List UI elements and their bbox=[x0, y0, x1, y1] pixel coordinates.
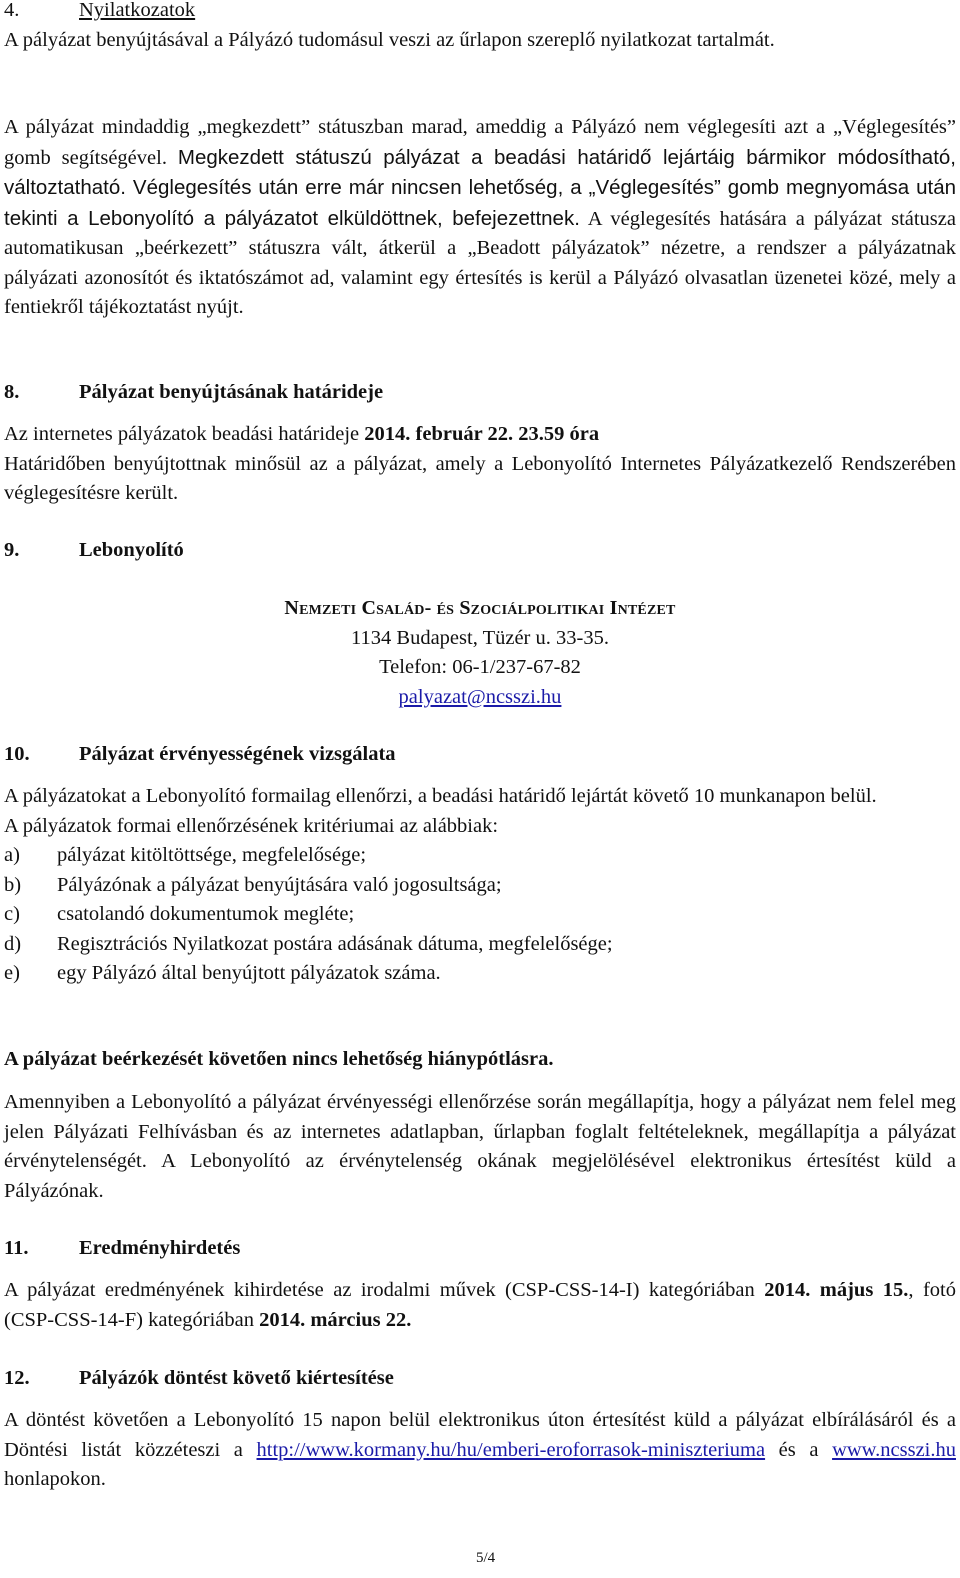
kormany-link[interactable]: http://www.kormany.hu/hu/emberi-eroforrasok-miniszteriuma bbox=[256, 1438, 766, 1461]
section-4-p2-part-c: A véglegesítés hatására a pályázat státusza automatikusan „beérkezett” státuszra vált, átkerül a „Beadott pályázatok” nézetre, a rendszer a pályázatnak pályázati azonosítót és iktatószámot ad, valamint egy értesítés is kerül a Pályázó olvasatlan üzenetei közé, mely a fentiekről tájékoztatást nyújt. bbox=[4, 207, 956, 318]
list-marker: c) bbox=[4, 903, 20, 925]
list-marker: a) bbox=[4, 844, 20, 866]
section-8-paragraph-2: Határidőben benyújtottnak minősül az a pályázat, amely a Lebonyolító Internetes Pályázatkezelő Rendszerében véglegesítésre került. bbox=[4, 452, 956, 504]
results-text-1: A pályázat eredményének kihirdetése az irodalmi művek (CSP-CSS-14-I) kategóriában bbox=[4, 1279, 765, 1301]
list-text: egy Pályázó által benyújtott pályázatok száma. bbox=[57, 962, 441, 984]
section-10-paragraph-3 bbox=[4, 1088, 956, 1206]
section-11-body bbox=[4, 1276, 956, 1335]
notification-paragraph bbox=[4, 1406, 956, 1495]
page-number: 5/4 bbox=[476, 1550, 496, 1566]
list-marker: b) bbox=[4, 873, 22, 896]
organizer-name: Nemzeti Család- és Szociálpolitikai Intézet bbox=[284, 597, 676, 619]
list-item bbox=[4, 930, 956, 960]
section-9-number: 9. bbox=[4, 539, 20, 561]
section-4-p2-part-b: Megkezdett státuszú pályázat a beadási határidő lejártáig bármikor módosítható, változtatható. Véglegesítés után erre már nincsen lehetőség, a „Véglegesítés” gomb megnyomása után tekinti a Lebonyolító a pályázatot elküldöttnek, befejezettnek. bbox=[4, 145, 957, 230]
section-4-paragraph-2 bbox=[4, 113, 956, 323]
list-item bbox=[4, 871, 956, 901]
notification-text-3: honlapokon. bbox=[4, 1468, 106, 1490]
section-8-body bbox=[4, 420, 956, 509]
section-11-number: 11. bbox=[4, 1237, 29, 1259]
section-12-body bbox=[4, 1406, 956, 1495]
section-10-number: 10. bbox=[4, 743, 30, 765]
section-4-number: 4. bbox=[4, 0, 20, 21]
organizer-contact bbox=[4, 594, 956, 712]
section-8-deadline-line bbox=[4, 420, 956, 450]
section-8-title: Pályázat benyújtásának határideje bbox=[79, 381, 384, 403]
organizer-email-link[interactable]: palyazat@ncsszi.hu bbox=[398, 685, 562, 708]
section-10-heading bbox=[4, 740, 956, 770]
section-12-heading bbox=[4, 1364, 956, 1394]
list-item bbox=[4, 900, 956, 930]
section-10-paragraph-2: A pályázatok formai ellenőrzésének kritériumai az alábbiak: bbox=[4, 814, 499, 837]
section-10-title: Pályázat érvényességének vizsgálata bbox=[79, 743, 396, 765]
results-text-2: , fotó (CSP-CSS-14-F) kategóriában bbox=[4, 1279, 956, 1331]
results-date-2: 2014. március 22. bbox=[259, 1308, 412, 1331]
results-date-1: 2014. május 15. bbox=[764, 1279, 909, 1301]
section-9-heading bbox=[4, 536, 956, 566]
section-4 bbox=[4, 0, 956, 55]
list-text: csatolandó dokumentumok megléte; bbox=[57, 903, 355, 925]
results-announcement bbox=[4, 1276, 956, 1335]
section-4-heading bbox=[4, 0, 956, 26]
organizer-address: 1134 Budapest, Tüzér u. 33-35. bbox=[351, 626, 609, 649]
deadline-date: 2014. február 22. 23.59 óra bbox=[364, 423, 600, 445]
section-10-paragraph-1: A pályázatokat a Lebonyolító formailag ellenőrzi, a beadási határidő lejártát követő 10 munkanapon belül. bbox=[4, 785, 877, 807]
organizer-phone: Telefon: 06-1/237-67-82 bbox=[379, 656, 581, 678]
section-8-number: 8. bbox=[4, 381, 20, 403]
list-marker: d) bbox=[4, 932, 22, 955]
list-text: pályázat kitöltöttsége, megfelelősége; bbox=[57, 844, 367, 866]
section-4-paragraph-1: A pályázat benyújtásával a Pályázó tudomásul veszi az űrlapon szereplő nyilatkozat tartalmát. bbox=[4, 28, 775, 51]
section-11-heading bbox=[4, 1234, 956, 1264]
list-text: Pályázónak a pályázat benyújtására való jogosultsága; bbox=[57, 873, 502, 896]
section-11-title: Eredményhirdetés bbox=[79, 1237, 241, 1259]
notification-text-1: A döntést követően a Lebonyolító 15 napon belül elektronikus úton értesítést küld a pályázat elbírálásáról és a Döntési listát közzéteszi a bbox=[4, 1409, 956, 1461]
deadline-prefix: Az internetes pályázatok beadási határideje bbox=[4, 423, 365, 445]
section-4-p2-part-a: A pályázat mindaddig „megkezdett” státuszban marad, ameddig a Pályázó nem véglegesíti azt a „Véglegesítés” gomb segítségével. bbox=[4, 116, 956, 169]
section-9-title: Lebonyolító bbox=[79, 539, 184, 561]
list-marker: e) bbox=[4, 962, 20, 984]
list-text: Regisztrációs Nyilatkozat postára adásának dátuma, megfelelősége; bbox=[57, 932, 613, 955]
no-remedy-notice: A pályázat beérkezését követően nincs lehetőség hiánypótlásra. bbox=[4, 1048, 554, 1070]
notification-text-2: és a bbox=[765, 1438, 833, 1461]
ncsszi-link[interactable]: www.ncsszi.hu bbox=[832, 1438, 956, 1461]
section-12-number: 12. bbox=[4, 1367, 30, 1389]
list-item bbox=[4, 959, 956, 989]
section-10-body bbox=[4, 782, 956, 989]
section-8-heading bbox=[4, 378, 956, 408]
section-4-title: Nyilatkozatok bbox=[79, 0, 196, 21]
section-12-title: Pályázók döntést követő kiértesítése bbox=[79, 1367, 394, 1389]
list-item bbox=[4, 841, 956, 871]
invalidity-paragraph: Amennyiben a Lebonyolító a pályázat érvényességi ellenőrzése során megállapítja, hogy a pályázat nem felel meg jelen Pályázati Felhívásban és az internetes adatlapban, űrlapban foglalt feltételeknek, megállapítja a pályázat érvénytelenségét. A Lebonyolító az érvénytelenség okának megjelölésével elektronikus értesítést küld a Pályázónak. bbox=[4, 1091, 956, 1202]
